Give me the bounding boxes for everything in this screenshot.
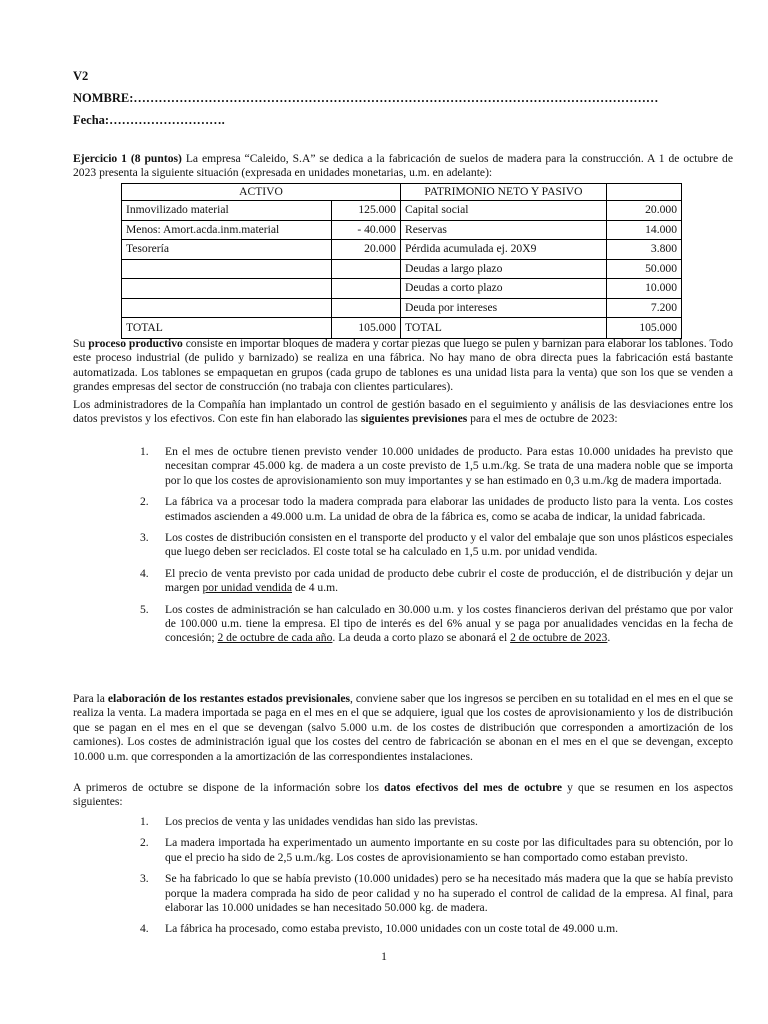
liability-label: Deudas a largo plazo: [401, 259, 607, 279]
para-bold: elaboración de los restantes estados previsionales: [107, 692, 351, 705]
item-number: 1.: [140, 815, 149, 828]
item-number: 2.: [140, 836, 149, 850]
list-item: [140, 815, 733, 829]
item-number: 3.: [140, 531, 149, 545]
date-field-label: Fecha:……………………….: [73, 113, 225, 127]
item-number: 1.: [140, 445, 149, 458]
management-control-paragraph: [73, 398, 733, 427]
item-text: La madera importada ha experimentado un aumento importante en su coste por las dificultades para su obtención, por lo que el precio ha sido de 2,5 u.m./kg. Los costes de aprovisionamiento se han comportado como estaban previsto.: [165, 836, 733, 864]
asset-value: - 40.000: [331, 220, 401, 240]
liability-label: Pérdida acumulada ej. 20X9: [401, 240, 607, 260]
para-text: A primeros de octubre se dispone de la información sobre los: [73, 781, 385, 794]
asset-empty-value: [331, 279, 401, 299]
production-process-paragraph: [73, 337, 733, 395]
liability-value: 14.000: [606, 220, 681, 240]
list-item: [140, 567, 733, 596]
para-text: y que se resumen en los aspectos siguientes:: [73, 781, 733, 809]
forecast-statements-paragraph: [73, 692, 733, 764]
list-item: [140, 531, 733, 560]
liability-value: 10.000: [606, 279, 681, 299]
para-text: consiste en importar bloques de madera y cortar piezas que luego se pulen y barnizan para elaborar los tablones. Todo este proceso industrial (de pulido y barnizado) se realiza en una fábrica. No hay mano de obra directa pues la fabricación está bastante automatizada. Los tablones se empaquetan en grupos (cada grupo de tablones es una unidad lista para la venta) que son los que se venden a grandes empresas del sector de construcción (no trabaja con clientes particulares).: [73, 337, 733, 394]
list-item: [140, 922, 733, 936]
item-number: 3.: [140, 872, 149, 886]
asset-empty: [122, 279, 332, 299]
item-underlined-text: 2 de octubre de cada año: [217, 631, 333, 645]
item-text: En el mes de octubre tienen previsto vender 10.000 unidades de producto. Para estas 10.000 unidades ha previsto que necesitan comprar 45.000 kg. de madera a un coste previsto de 1,5 u.m./kg. Se trata de una madera noble que se importa por lo que los costes de aprovisionamiento son muy importantes y se han estimado en 0,3 u.m./kg de madera importada.: [165, 445, 733, 487]
page-number: 1: [381, 950, 387, 963]
para-text: para el mes de octubre de 2023:: [467, 412, 618, 426]
exercise-title: Ejercicio 1 (8 puntos): [73, 152, 182, 165]
item-text: La fábrica ha procesado, como estaba previsto, 10.000 unidades con un coste total de 49.000 u.m.: [165, 922, 618, 936]
item-text: . La deuda a corto plazo se abonará el: [332, 631, 511, 645]
list-item: [140, 603, 733, 646]
actual-data-list: [140, 815, 733, 944]
item-number: 2.: [140, 495, 149, 509]
version-label: V2: [73, 69, 89, 83]
list-item: [140, 445, 733, 488]
item-text: Los costes de distribución consisten en el transporte del producto y el valor del embalaje que son unos plásticos especiales que luego deben ser reciclados. El coste total se ha calculado en 1,5 u.m. por unidad vendida.: [165, 531, 733, 559]
asset-label: Tesorería: [122, 240, 332, 260]
item-underlined-text: por unidad vendida: [202, 581, 292, 595]
assets-total-label: TOTAL: [122, 318, 332, 339]
balance-sheet-table: [121, 183, 682, 339]
item-underlined-text: 2 de octubre de 2023: [510, 631, 608, 645]
para-text: Su: [73, 337, 89, 350]
asset-label: Menos: Amort.acda.inm.material: [122, 220, 332, 240]
para-text: Los administradores de la Compañía han implantado un control de gestión basado en el seguimiento y análisis de las desviaciones entre los datos previstos y los efectivos. Con este fin han elaborado las: [73, 398, 733, 426]
forecast-list: [140, 445, 733, 653]
liabilities-header-value: [606, 184, 681, 201]
para-bold: proceso productivo: [88, 337, 183, 350]
liability-label: Capital social: [401, 201, 607, 221]
item-text: .: [607, 631, 611, 645]
liabilities-header: PATRIMONIO NETO Y PASIVO: [401, 184, 607, 201]
para-bold: datos efectivos del mes de octubre: [384, 781, 563, 794]
item-text: de 4 u.m.: [291, 581, 339, 595]
item-text: Los precios de venta y las unidades vendidas han sido las previstas.: [165, 815, 478, 828]
asset-empty: [122, 298, 332, 318]
liabilities-total-value: 105.000: [606, 318, 681, 339]
list-item: [140, 872, 733, 915]
liability-value: 3.800: [606, 240, 681, 260]
item-number: 4.: [140, 566, 149, 580]
asset-value: 20.000: [331, 240, 401, 260]
liability-value: 50.000: [606, 259, 681, 279]
liability-label: Reservas: [401, 220, 607, 240]
para-bold: siguientes previsiones: [360, 412, 468, 426]
para-text: , conviene saber que los ingresos se perciben en su totalidad en el mes en el que se realiza la venta. La madera importada se paga en el mes en el que se adquiere, igual que los costes de aprovisionamiento y los de distribución que se pagan en el mes en el que se devengan (salvo 5.000 u.m. de los costes de distribución que corresponden a amortización de los camiones). Los costes de administración igual que los costes del centro de fabricación se abonan en el mes en el que se devengan, excepto 10.000 u.m. que corresponden a la amortización de las correspondientes instalaciones.: [73, 692, 733, 763]
list-item: [140, 836, 733, 865]
liabilities-total-label: TOTAL: [401, 318, 607, 339]
asset-empty-value: [331, 298, 401, 318]
item-text: Los costes de administración se han calculado en 30.000 u.m. y los costes financieros derivan del préstamo que por valor de 100.000 u.m. tiene la empresa. El tipo de interés es del 6% anual y se paga por anualidades vencidas en la fecha de concesión;: [165, 602, 733, 645]
asset-value: 125.000: [331, 201, 401, 221]
name-field-label: NOMBRE:………………………………………………………………………………………………………………: [73, 91, 659, 105]
assets-header: ACTIVO: [122, 184, 401, 201]
actual-data-paragraph: [73, 781, 733, 810]
item-text: El precio de venta previsto por cada unidad de producto debe cubrir el coste de producción, el de distribución y dejar un margen: [165, 566, 733, 595]
asset-empty-value: [331, 259, 401, 279]
liability-value: 7.200: [606, 298, 681, 318]
list-item: [140, 495, 733, 524]
asset-empty: [122, 259, 332, 279]
assets-total-value: 105.000: [331, 318, 401, 339]
exercise-intro: [73, 152, 733, 181]
item-number: 4.: [140, 922, 149, 936]
item-text: Se ha fabricado lo que se había previsto (10.000 unidades) pero se ha necesitado más madera que la que se había previsto porque la madera comprada ha sido de peor calidad y no ha superado el control de calidad de la empresa. Al final, para elaborar las 10.000 unidades se han necesitado 50.000 kg. de madera.: [165, 872, 733, 915]
item-number: 5.: [140, 602, 149, 616]
asset-label: Inmovilizado material: [122, 201, 332, 221]
liability-label: Deuda por intereses: [401, 298, 607, 318]
para-text: Para la: [73, 692, 108, 705]
item-text: La fábrica va a procesar todo la madera comprada para elaborar las unidades de producto listo para la venta. Los costes estimados ascienden a 49.000 u.m. La unidad de obra de la fábrica es, como se acaba de indicar, la unidad fabricada.: [165, 495, 733, 523]
liability-value: 20.000: [606, 201, 681, 221]
exercise-intro-text: La empresa “Caleido, S.A” se dedica a la fabricación de suelos de madera para la construcción. A 1 de octubre de 2023 presenta la siguiente situación (expresada en unidades monetarias, u.m. en adelante):: [73, 152, 734, 180]
liability-label: Deudas a corto plazo: [401, 279, 607, 299]
